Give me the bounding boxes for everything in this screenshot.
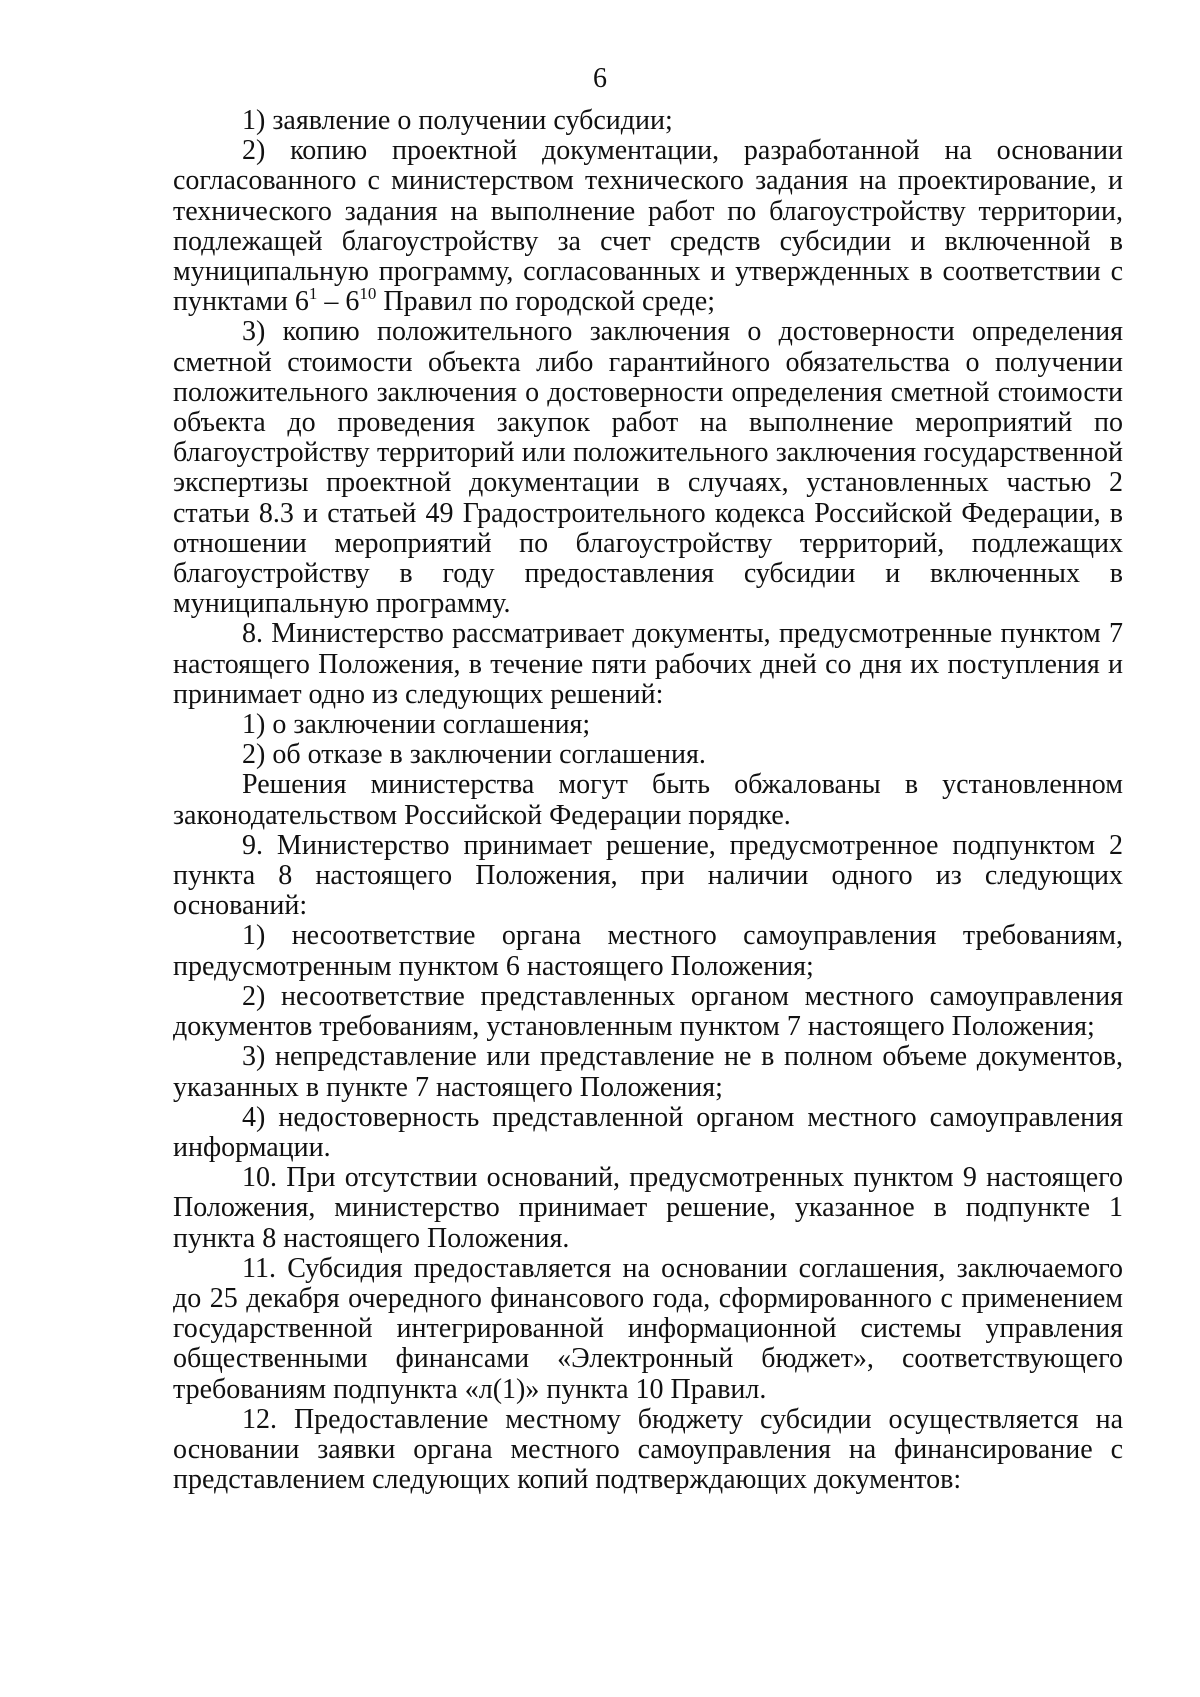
superscript-10: 10 [359,284,377,304]
paragraph-application: 1) заявление о получении субсидии; [242,105,673,136]
paragraph-project-documentation [173,136,1123,317]
paragraph-12: 12. Предоставление местному бюджету субсидии осуществляется на основании заявки органа местного самоуправления на финансирование с представлением следующих копий подтверждающих документов: [173,1403,1123,1496]
superscript-1: 1 [308,284,318,304]
range-dash: – 6 [317,286,360,318]
paragraph-9: 9. Министерство принимает решение, предусмотренное подпунктом 2 пункта 8 настоящего Положения, при наличии одного из следующих оснований: [173,829,1123,922]
page-number: 6 [593,63,607,94]
paragraph-8-item-2: 2) об отказе в заключении соглашения. [242,739,706,771]
paragraph-appeal: Решения министерства могут быть обжалованы в установленном законодательством Российской Федерации порядке. [173,769,1123,831]
paragraph-9-item-1: 1) несоответствие органа местного самоуправления требованиям, предусмотренным пунктом 6 настоящего Положения; [173,920,1123,982]
paragraph-9-item-2: 2) несоответствие представленных органом местного самоуправления документов требованиям, установленным пунктом 7 настоящего Положения; [173,980,1123,1043]
paragraph-project-documentation-text: 2) копию проектной документации, разработанной на основании согласованного с министерством технического задания на проектирование, и технического задания на выполнение работ по благоустройству территории, подлежащей благоустройству за счет средств субсидии и включенной в муниципальную программу, согласованных и утвержденных в соответствии с пунктами 6 [173,135,1123,318]
paragraph-8-item-1: 1) о заключении соглашения; [242,709,591,741]
document-body [173,106,1123,1495]
paragraph-11: 11. Субсидия предоставляется на основании соглашения, заключаемого до 25 декабря очередного финансового года, сформированного с применением государственной интегрированной информационной системы управления общественными финансами «Электронный бюджет», соответствующего требованиям подпункта «л(1)» пункта 10 Правил. [173,1252,1123,1405]
paragraph-project-documentation-end: Правил по городской среде; [376,286,715,318]
paragraph-8: 8. Министерство рассматривает документы, предусмотренные пунктом 7 настоящего Положения, в течение пяти рабочих дней со дня их поступления и принимает одно из следующих решений: [173,618,1123,710]
paragraph-9-item-3: 3) непредставление или представление не в полном объеме документов, указанных в пункте 7 настоящего Положения; [173,1041,1123,1103]
paragraph-positive-conclusion: 3) копию положительного заключения о достоверности определения сметной стоимости объекта либо гарантийного обязательства о получении положительного заключения о достоверности определения сметной стоимости объекта до проведения закупок работ на выполнение мероприятий по благоустройству территорий или положительного заключения государственной экспертизы проектной документации в случаях, установленных частью 2 статьи 8.3 и статьей 49 Градостроительного кодекса Российской Федерации, в отношении мероприятий по благоустройству территорий, подлежащих благоустройству в году предоставления субсидии и включенных в муниципальную программу. [173,316,1123,620]
paragraph-9-item-4: 4) недостоверность представленной органом местного самоуправления информации. [173,1101,1123,1163]
paragraph-10: 10. При отсутствии оснований, предусмотренных пунктом 9 настоящего Положения, министерство принимает решение, указанное в подпункте 1 пункта 8 настоящего Положения. [173,1162,1123,1254]
